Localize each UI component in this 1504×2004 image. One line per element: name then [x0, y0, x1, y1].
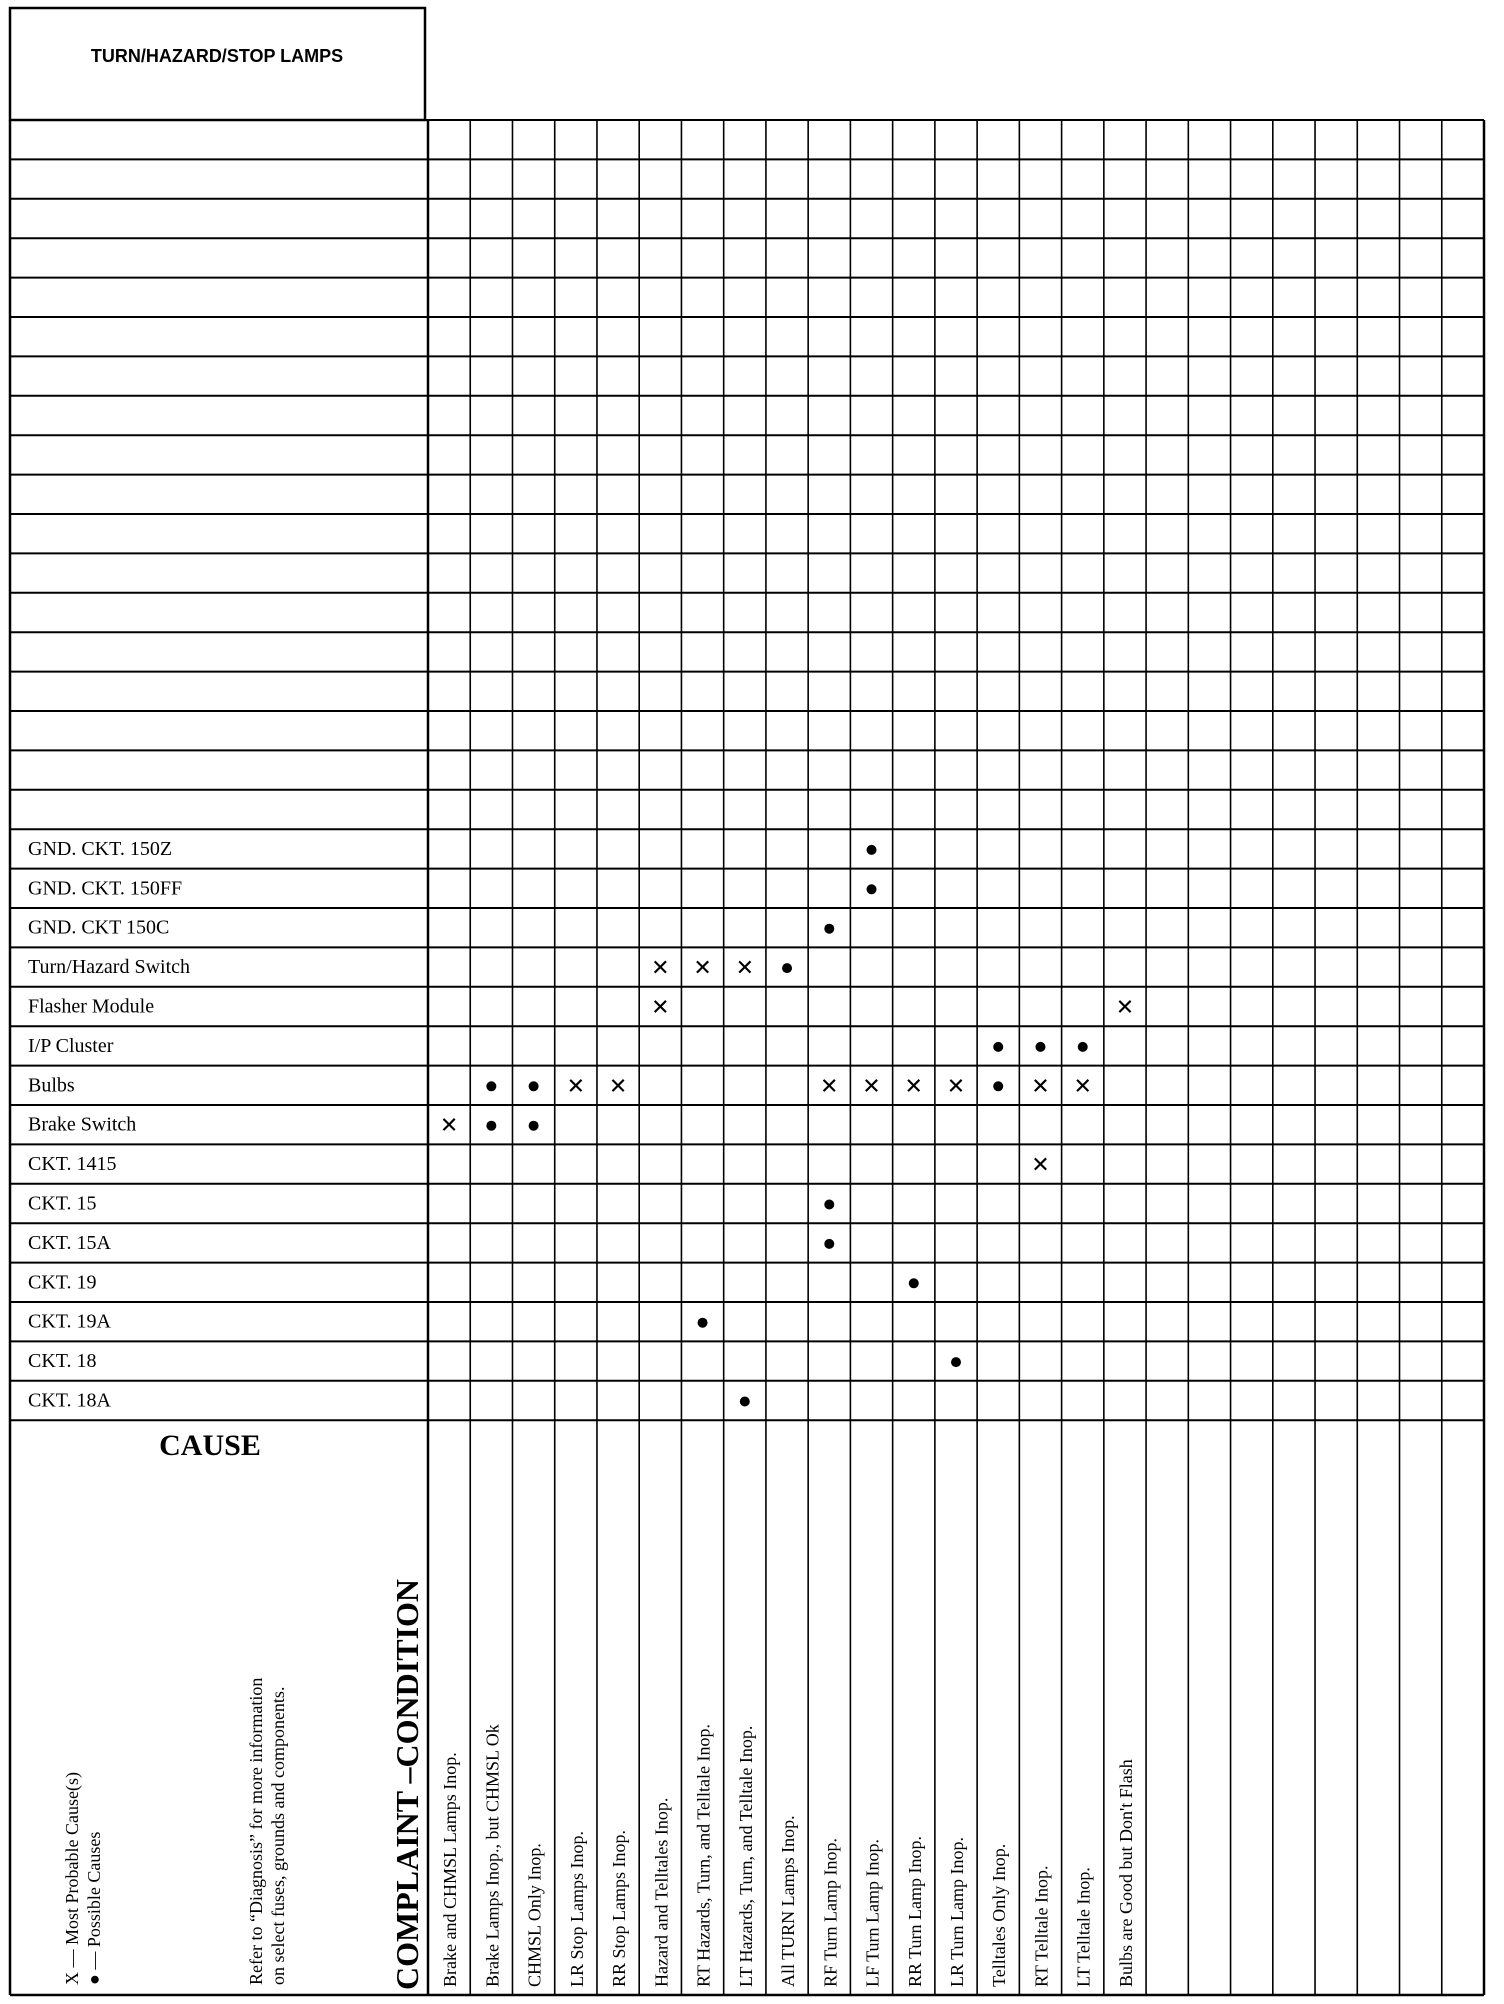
cause-label: CKT. 15A: [28, 1231, 111, 1254]
possible-cause-dot: [993, 1081, 1003, 1091]
most-probable-cause-x: ✕: [566, 1074, 586, 1100]
cause-label: GND. CKT 150C: [28, 916, 170, 939]
condition-label: Brake Lamps Inop., but CHMSL Ok: [482, 1724, 503, 1987]
condition-label: RR Stop Lamps Inop.: [609, 1829, 630, 1987]
most-probable-cause-x: ✕: [651, 995, 670, 1021]
possible-cause-dot: [1078, 1042, 1088, 1052]
condition-label: LT Hazards, Turn, and Telltale Inop.: [735, 1725, 756, 1987]
possible-cause-dot: [486, 1121, 496, 1131]
possible-cause-dot: [993, 1042, 1003, 1052]
possible-cause-dot: [867, 845, 877, 855]
condition-label: Bulbs are Good but Don't Flash: [1115, 1759, 1136, 1987]
most-probable-cause-x: ✕: [651, 956, 670, 982]
legend-most-probable: X — Most Probable Cause(s): [62, 1772, 82, 1985]
cause-label: I/P Cluster: [28, 1034, 114, 1057]
possible-cause-dot: [867, 884, 877, 894]
most-probable-cause-x: ✕: [735, 956, 755, 982]
cause-label: Brake Switch: [28, 1113, 137, 1136]
most-probable-cause-x: ✕: [862, 1074, 881, 1100]
condition-label: All TURN Lamps Inop.: [778, 1815, 799, 1987]
most-probable-cause-x: ✕: [946, 1074, 966, 1100]
most-probable-cause-x: ✕: [693, 956, 712, 982]
possible-cause-dot: [824, 924, 834, 934]
possible-cause-dot: [782, 963, 792, 973]
most-probable-cause-x: ✕: [820, 1074, 839, 1100]
cause-label: CKT. 15: [28, 1192, 97, 1215]
cause-label: Flasher Module: [28, 995, 155, 1018]
diagnosis-note-line2: on select fuses, grounds and components.: [268, 1686, 288, 1985]
most-probable-cause-x: ✕: [608, 1074, 628, 1100]
condition-label: Hazard and Telltales Inop.: [651, 1797, 672, 1987]
cause-label: CKT. 18: [28, 1350, 97, 1373]
most-probable-cause-x: ✕: [1073, 1074, 1092, 1100]
possible-cause-dot: [824, 1200, 834, 1210]
cause-label: CKT. 1415: [28, 1153, 117, 1176]
possible-cause-dot: [740, 1397, 750, 1407]
possible-cause-dot: [698, 1318, 708, 1328]
cause-labels: [28, 838, 190, 1412]
condition-label: RT Hazards, Turn, and Telltale Inop.: [693, 1724, 714, 1987]
cause-label: CKT. 19: [28, 1271, 97, 1294]
condition-label: RR Turn Lamp Inop.: [904, 1835, 925, 1987]
condition-label: Brake and CHMSL Lamps Inop.: [440, 1752, 461, 1987]
possible-cause-dot: [529, 1121, 539, 1131]
condition-label: RF Turn Lamp Inop.: [820, 1837, 841, 1987]
cause-label: GND. CKT. 150FF: [28, 877, 183, 900]
cause-label: GND. CKT. 150Z: [28, 837, 173, 860]
condition-label: RT Telltale Inop.: [1031, 1865, 1052, 1987]
chart-marks: [440, 845, 1134, 1407]
condition-label: LR Stop Lamps Inop.: [566, 1831, 587, 1987]
possible-cause-dot: [951, 1357, 961, 1367]
diagnosis-note-line1: Refer to “Diagnosis” for more information: [246, 1677, 266, 1985]
cause-label: CKT. 19A: [28, 1310, 111, 1333]
chart-title: TURN/HAZARD/STOP LAMPS: [90, 46, 344, 66]
possible-cause-dot: [824, 1239, 834, 1249]
condition-label: LF Turn Lamp Inop.: [862, 1838, 883, 1987]
condition-label: LT Telltale Inop.: [1073, 1867, 1094, 1987]
possible-cause-dot: [486, 1081, 496, 1091]
most-probable-cause-x: ✕: [1115, 995, 1135, 1021]
condition-labels: [440, 1724, 1136, 1987]
legend-possible: ● — Possible Causes: [84, 1831, 104, 1985]
cause-heading: CAUSE: [159, 1429, 261, 1462]
most-probable-cause-x: ✕: [904, 1074, 923, 1100]
condition-label: LR Turn Lamp Inop.: [947, 1836, 967, 1987]
cause-label: CKT. 18A: [28, 1389, 111, 1412]
most-probable-cause-x: ✕: [1031, 1153, 1050, 1179]
possible-cause-dot: [909, 1278, 919, 1288]
chart-grid: [10, 120, 1484, 1995]
cause-label: Bulbs: [28, 1074, 75, 1097]
possible-cause-dot: [1035, 1042, 1045, 1052]
possible-cause-dot: [529, 1081, 539, 1091]
condition-label: CHMSL Only Inop.: [524, 1843, 545, 1987]
cause-label: Turn/Hazard Switch: [28, 956, 191, 979]
most-probable-cause-x: ✕: [1031, 1074, 1050, 1100]
condition-label: Telltales Only Inop.: [989, 1843, 1010, 1987]
complaint-condition-heading: COMPLAINT –CONDITION: [389, 1579, 425, 1990]
most-probable-cause-x: ✕: [439, 1113, 459, 1139]
